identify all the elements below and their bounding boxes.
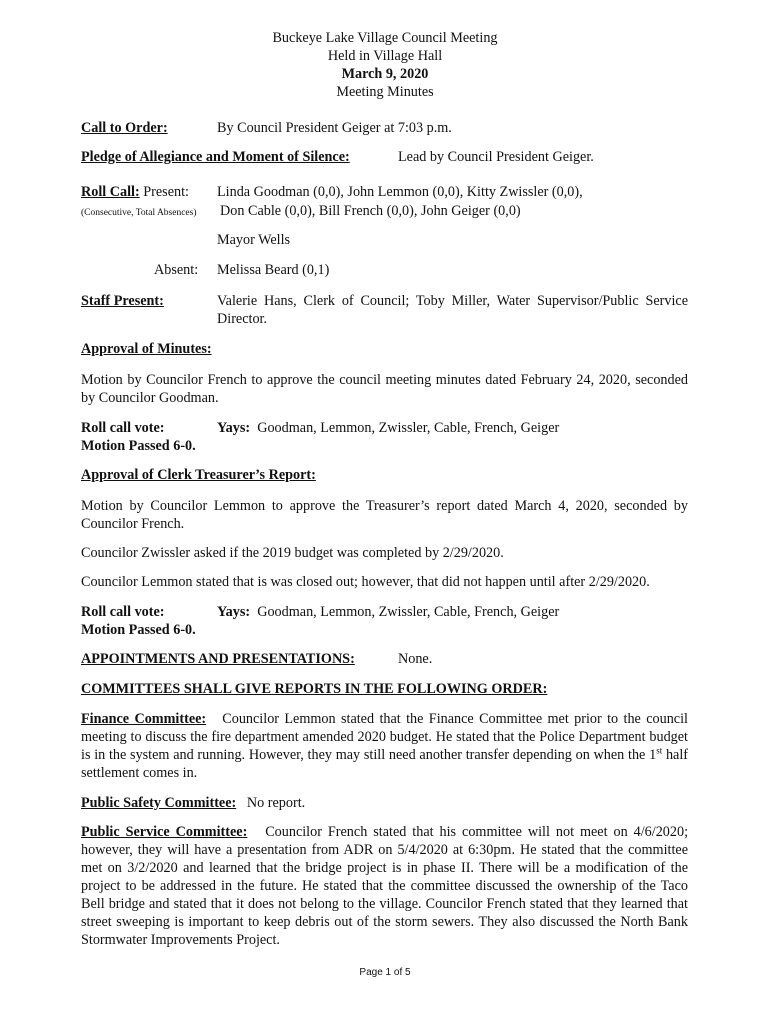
- present-label: Present:: [143, 184, 189, 200]
- treasurer-yays: [217, 603, 559, 621]
- appointments-text: None.: [398, 651, 433, 667]
- present-members-line2: Don Cable (0,0), Bill French (0,0), John Geiger (0,0): [220, 203, 521, 219]
- staff-present-label: Staff Present:: [81, 293, 164, 309]
- approval-minutes-heading: Approval of Minutes:: [81, 341, 212, 357]
- finance-superscript: st: [656, 745, 663, 756]
- treasurer-motion: Motion by Councilor Lemmon to approve the Treasurer’s report dated March 4, 2020, seconded by Councilor French.: [81, 498, 688, 532]
- meeting-title: Buckeye Lake Village Council Meeting: [272, 30, 498, 46]
- treasurer-report-heading: Approval of Clerk Treasurer’s Report:: [81, 467, 316, 483]
- meeting-location: Held in Village Hall: [327, 48, 443, 64]
- absence-note: (Consecutive, Total Absences): [81, 208, 197, 218]
- treasurer-motion-result: Motion Passed 6-0.: [81, 622, 196, 638]
- committees-heading: COMMITTEES SHALL GIVE REPORTS IN THE FOLLOWING ORDER:: [81, 681, 548, 697]
- treasurer-vote-label: Roll call vote:: [81, 604, 165, 620]
- treasurer-note-zwissler: Councilor Zwissler asked if the 2019 budget was completed by 2/29/2020.: [81, 545, 504, 561]
- yays-list: Goodman, Lemmon, Zwissler, Cable, French, Geiger: [257, 420, 560, 436]
- pledge-label: Pledge of Allegiance and Moment of Silence:: [81, 149, 350, 165]
- pledge-text: Lead by Council President Geiger.: [398, 149, 594, 165]
- treasurer-note-lemmon: Councilor Lemmon stated that is was closed out; however, that did not happen until after 2/29/2020.: [81, 574, 650, 590]
- minutes-yays: [217, 419, 559, 437]
- public-safety-report: [81, 794, 305, 812]
- meeting-date: March 9, 2020: [341, 66, 429, 82]
- minutes-motion: Motion by Councilor French to approve the council meeting minutes dated February 24, 2020, seconded by Councilor Goodman.: [81, 372, 688, 406]
- roll-call-heading: [81, 183, 189, 201]
- absent-label: Absent:: [154, 262, 199, 278]
- yays-label: Yays:: [217, 420, 251, 436]
- roll-call-label: Roll Call:: [81, 184, 140, 200]
- yays-label: Yays:: [217, 604, 251, 620]
- minutes-motion-result: Motion Passed 6-0.: [81, 438, 196, 454]
- page-number: Page 1 of 5: [359, 967, 411, 978]
- public-service-report: [81, 823, 688, 949]
- absent-members: Melissa Beard (0,1): [217, 262, 330, 278]
- public-service-label: Public Service Committee:: [81, 824, 248, 840]
- finance-committee-report: [81, 710, 688, 782]
- staff-present-text: Valerie Hans, Clerk of Council; Toby Miller, Water Supervisor/Public Service Director.: [217, 293, 688, 327]
- yays-list: Goodman, Lemmon, Zwissler, Cable, French, Geiger: [257, 604, 560, 620]
- call-to-order-text: By Council President Geiger at 7:03 p.m.: [217, 120, 452, 136]
- document-type: Meeting Minutes: [336, 84, 434, 100]
- public-safety-label: Public Safety Committee:: [81, 795, 237, 811]
- minutes-vote-label: Roll call vote:: [81, 420, 165, 436]
- finance-text-end: half settlement comes in.: [81, 747, 688, 781]
- public-safety-text: No report.: [246, 795, 306, 811]
- call-to-order-label: Call to Order:: [81, 120, 168, 136]
- finance-text: Councilor Lemmon stated that the Finance Committee met prior to the council meeting to discuss the fire department amended 2020 budget. He stated that the Police Department budget is in the system and running. However, they may still need another transfer depending on when the 1: [81, 711, 688, 763]
- present-members-line1: Linda Goodman (0,0), John Lemmon (0,0), Kitty Zwissler (0,0),: [217, 184, 583, 200]
- appointments-label: APPOINTMENTS AND PRESENTATIONS:: [81, 651, 355, 667]
- finance-committee-label: Finance Committee:: [81, 711, 207, 727]
- mayor-present: Mayor Wells: [217, 232, 291, 248]
- public-service-text: Councilor French stated that his committee will not meet on 4/6/2020; however, they will have a presentation from ADR on 5/4/2020 at 6:30pm. He stated that the committee met on 3/2/2020 and learned that the bridge project is in phase II. There will be a modification of the project to be addressed in the future. He stated that the committee discussed the ownership of the Taco Bell bridge and stated that it does not belong to the village. Councilor French stated that they learned that street sweeping is important to keep debris out of the storm sewers. They also discussed the North Bank Stormwater Improvements Project.: [81, 824, 689, 948]
